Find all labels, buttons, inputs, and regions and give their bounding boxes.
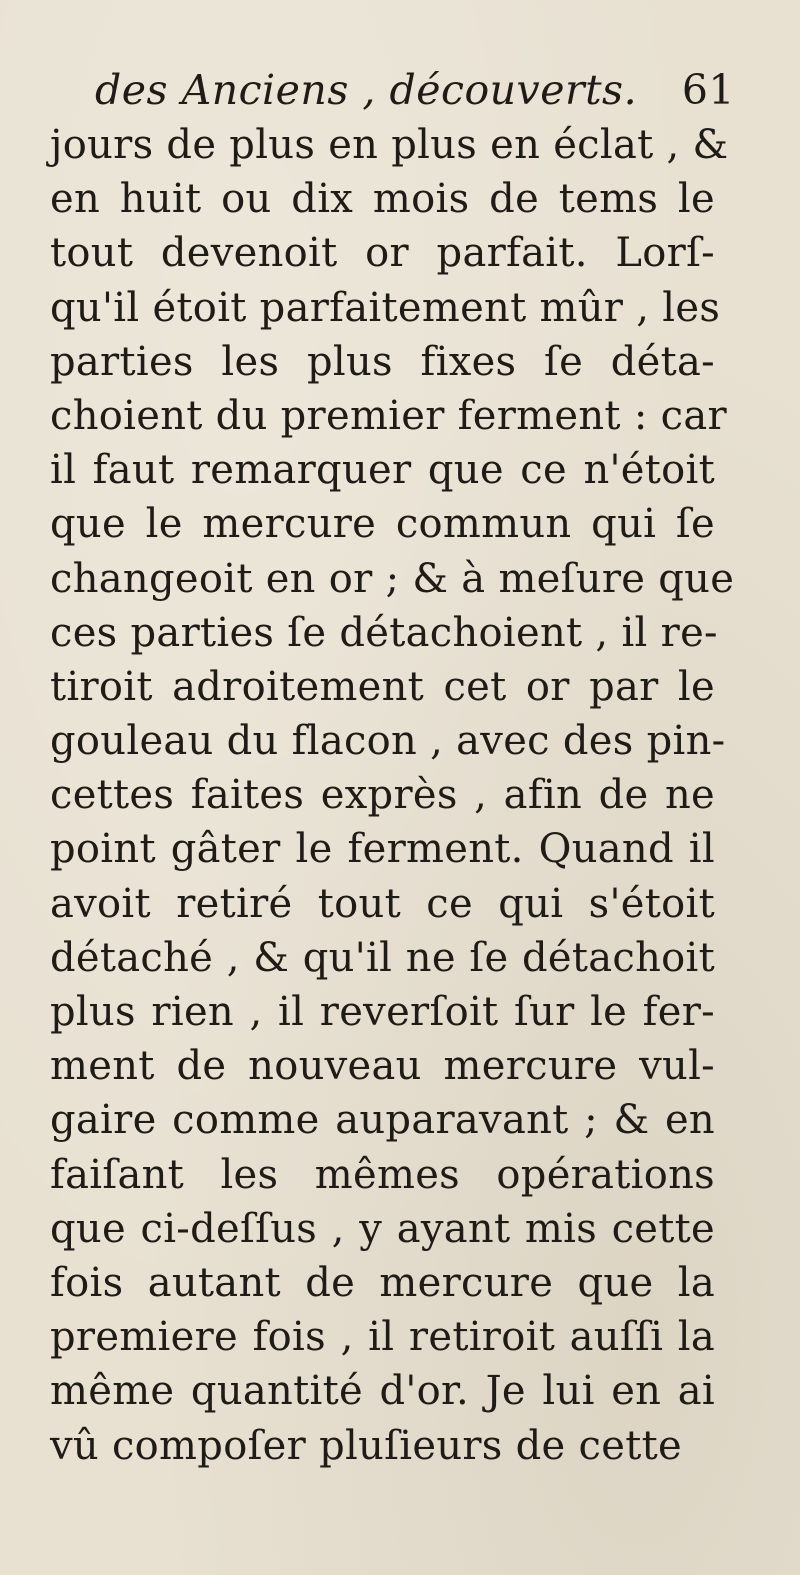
text-line: qu'il étoit parfaitement mûr , les bbox=[50, 284, 721, 331]
text-line: parties les plus fixes ſe déta- bbox=[50, 338, 715, 385]
text-line: ment de nouveau mercure vul- bbox=[50, 1043, 715, 1090]
text-line: tout devenoit or parfait. Lorſ- bbox=[50, 230, 715, 277]
text-line: jours de plus en plus en éclat , & bbox=[50, 122, 729, 168]
text-line: point gâter le ferment. Quand il bbox=[50, 826, 715, 873]
text-line: que le mercure commun qui ſe bbox=[50, 501, 715, 548]
text-line: faiſant les mêmes opérations bbox=[50, 1151, 715, 1198]
text-line: tiroit adroitement cet or par le bbox=[50, 663, 715, 710]
text-line: premiere fois , il retiroit auſſi la bbox=[50, 1314, 715, 1361]
text-line: vû compoſer pluſieurs de cette bbox=[50, 1422, 682, 1469]
page-header bbox=[95, 62, 735, 118]
text-line: fois autant de mercure que la bbox=[50, 1259, 715, 1306]
text-line: en huit ou dix mois de tems le bbox=[50, 176, 715, 223]
text-line: cettes faites exprès , afin de ne bbox=[50, 772, 715, 819]
text-line: ces parties ſe détachoient , il re- bbox=[50, 609, 718, 656]
text-line: plus rien , il reverſoit ſur le fer- bbox=[50, 989, 715, 1035]
text-line: changeoit en or ; & à meſure que bbox=[50, 555, 735, 602]
text-line: que ci-deſſus , y ayant mis cette bbox=[50, 1205, 715, 1252]
text-line: choient du premier ferment : car bbox=[50, 392, 727, 439]
page-number: 61 bbox=[681, 66, 735, 114]
text-line: il faut remarquer que ce n'étoit bbox=[50, 447, 715, 494]
text-line: même quantité d'or. Je lui en ai bbox=[50, 1368, 715, 1415]
text-line: avoit retiré tout ce qui s'étoit bbox=[50, 880, 715, 927]
text-line: gaire comme auparavant ; & en bbox=[50, 1097, 715, 1144]
body-text bbox=[50, 118, 735, 1473]
running-title: des Anciens , découverts. bbox=[95, 66, 638, 114]
text-line: détaché , & qu'il ne ſe détachoit bbox=[50, 934, 715, 981]
text-line: gouleau du flacon , avec des pin- bbox=[50, 718, 726, 765]
